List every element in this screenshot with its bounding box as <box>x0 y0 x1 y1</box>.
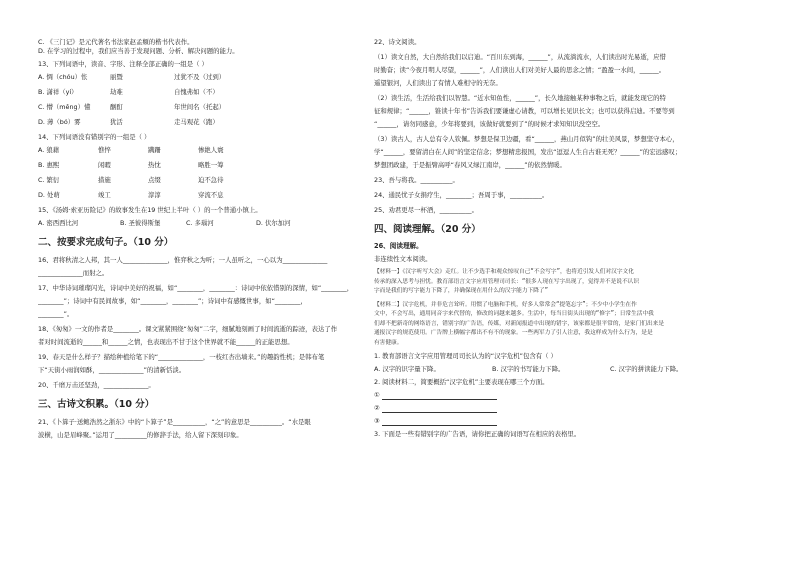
q22-heading: 22、诗文阅读。 <box>374 38 421 46</box>
q24-line: 24、通民忧子女捐疗生，________；吾周于事，__________。 <box>374 191 549 199</box>
q14-row-c: C. 繁衍 措施 点缀 迫不急待 <box>38 176 224 184</box>
a1-options: A. 汉字的识字量下降。 B. 汉字的书写能力下降。 C. 汉字的拼读能力下降。 <box>374 365 683 373</box>
q17-line-1: 17、中华诗词璀璨闪光，诗词中美好的祝福，如“________，________：诗词中依依惜别的深情，如“________， <box>38 284 354 292</box>
material-2-line-2: 文中，不会写出，通用同音字来代替的，修改的词越来越多。生活中，每当日街头出现的“修字”；日常生活中我 <box>374 311 654 317</box>
q26-heading: 26、阅读理解。 <box>374 242 423 250</box>
q16-line-2: ______________而射之。 <box>38 269 109 277</box>
q22-3-line-1: （3）读古人，古人总有令人钦佩。梦想是保卫边疆，看“______，燕山月似钩”的壮美风景，梦想坚守本心， <box>374 135 679 143</box>
q19-line-1: 19、春天是什么样子？描绘种植给笔下的“______________，一枝红杏出墙来。”的趣韵性机；是韩布笔 <box>38 353 325 361</box>
material-2-line-5: 有害健康。 <box>374 339 403 346</box>
a2-answer-3[interactable]: ③ <box>374 417 722 426</box>
q17-line-3: ________”。 <box>38 310 74 318</box>
q22-3-line-2: 学“______，要留清白在人间”的坚定信念；梦想精忠报国，发出“逗逗人生自古谁无死？______”的宏远感叹； <box>374 148 682 156</box>
a2-answer-1[interactable]: ① <box>374 391 722 400</box>
q13-row-b: B. 潇祥（yí） 劫难 自愧弗如（不） <box>38 88 219 96</box>
q14-row-b: B. 惠熙 闲暇 热忱 略胜一筹 <box>38 161 224 169</box>
a2-stem: 2. 阅读材料二，简要概括“汉字危机”主要表现在哪三个方面。 <box>374 378 549 386</box>
a1-stem: 1. 教育部语言文字应用管理司司长认为的“汉字危机”包含有（ ） <box>374 352 557 360</box>
material-1-line-2: 传承的深入思考与担忧。教育部语言文字应用管理司司长：“很多人现在写字出现了，觉得并不是说不认识 <box>374 278 640 285</box>
section-3-heading: 三、古诗文积累。（10 分） <box>38 399 155 410</box>
section-2-heading: 二、按要求完成句子。（10 分） <box>38 237 174 248</box>
q23-line: 23、吾与将我。__________。 <box>374 176 459 184</box>
q14-row-a: A. 狼藉 憔悴 蹒跚 惨絶人寰 <box>38 146 224 154</box>
q22-1-line-2: 时勤奋；读“今夜月明人尽望，______”，人们读出人们对美好人最的思念之情；“盈盈一水间，______。 <box>374 66 666 74</box>
material-1-line-1: 【材料一】《汉字听写大会》走红。让不少选手和观众惊叹自己“不会写字”，也将近引发人们对汉字文化 <box>374 269 634 275</box>
q13-stem: 13、下列词语中，读音、字形、注释全部正确的一组是（ ） <box>38 60 208 68</box>
q16-line-1: 16、君将秋清之人邦，其一人______________，惟弈秋之为听；一人虽听之，一心以为______________ <box>38 256 328 264</box>
q15-options: A. 密西西比河 B. 圣彼得斯堡 C. 多瑙河 D. 伏尔加河 <box>38 219 291 227</box>
q15-stem: 15、《汤姆·索亚历险记》的故事发生在19 世纪上半叶（ ）的一个普通小镇上。 <box>38 206 262 214</box>
q20-line: 20、千磨万击还坚劲，______________。 <box>38 381 155 389</box>
option-d-line: D. 在学习的过程中，我们应当善于发现问题、分析、解决问题的能力。 <box>38 47 239 55</box>
q22-3-line-3: 梦想团政建，于是振臂高呼“春风又绿江南岸，______”的依然情暖。 <box>374 161 566 169</box>
q21-line-2: 波横，山是眉峰聚。”运用了__________的修辞手法，给人留下深刻印象。 <box>38 431 243 439</box>
q22-2-line-3: “______，请勿同感意，少年将要到，该做好就要到了”的时候才求知知识没空空。 <box>374 120 605 128</box>
section-4-heading: 四、阅读理解。（20 分） <box>374 224 481 235</box>
q19-line-2: 下“天街小雨润如酥，______________”的清新恬淡。 <box>38 366 186 374</box>
option-c-line: C. 《三门记》是元代著名书法家赵孟頫的楷书代表作。 <box>38 38 194 46</box>
a3-stem: 3. 下面是一些有错别字的广告语，请你把正确的词语写在相应的表格里。 <box>374 430 581 438</box>
material-2-line-3: 们却不把新奇的网络语言，错别字的广告语，传媒，对新闻报道中出现的错字，该家都是很平常的，是家门们出来是 <box>374 320 665 327</box>
q22-2-line-1: （2）读生活，生活给我们以智慧。“近水知鱼性，______”，长久地接触某种事物之后，就能发现它的特 <box>374 94 666 102</box>
material-2-line-1: 【材料二】汉字危机，并非危言耸听。用惯了电脑和手机，好多人常常会“提笔忘字”；不少中小学生在作 <box>374 301 637 308</box>
q18-line-2: 者对时间流逝的______和______之情，也表现出不甘于这个世界就不能______的正能思想。 <box>38 338 294 346</box>
q22-1-line-3: 遥望银河，人们读出了有情人难相守的无奈。 <box>374 79 502 87</box>
q22-2-line-2: 征和规律；“______，锥读十年书”告诉我们要谦虚心请教，可以增长见识长文；也可以获得启迪。不要等到 <box>374 107 675 115</box>
q14-stem: 14、下列词语没有错别字的一组是（ ） <box>38 133 151 141</box>
material-1-line-3: 字而是我们的写字能力下降了，并确保现在用什么的汉字能力下降了” <box>374 288 549 294</box>
q13-row-a: A. 惆（chóu）怅 丽暨 过犹不及（过到） <box>38 73 226 81</box>
material-2-line-4: 通报汉字的规范使用。广告牌上横幅字都出不有不的现象。一些两军力了引人注意，我这样成为什么行为，是是 <box>374 330 653 336</box>
right-column <box>374 38 722 439</box>
q14-row-d: D. 处萌 竣工 淳淳 穿流不息 <box>38 191 224 199</box>
q13-row-d: D. 薄（bó）雾 犹活 走马观花（跑） <box>38 118 219 126</box>
q22-1-line-1: （1）读文自然，大自然给我们以启迪。“百川东到海，______”，从流淌流水，人们读出时光易逝，应惜 <box>374 53 666 61</box>
left-column <box>38 38 386 440</box>
a2-answer-2[interactable]: ② <box>374 404 722 413</box>
q25-line: 25、劝君更尽一杯酒，__________。 <box>374 206 478 214</box>
q18-line-1: 18、《匆匆》一文的作者是________。课文紧紧围绕“匆匆”二字，细腻地刻画了时间流逝的踪迹，表达了作 <box>38 325 338 333</box>
q21-line-1: 21、《卜算子·送鲍浩然之浙东》中的“卜算子”是__________，“之”的意思是__________。“水是眼 <box>38 418 311 426</box>
q13-row-c: C. 懵（měng）懂 酗酊 年世间名（托起） <box>38 103 226 111</box>
q17-line-2: ________”；诗词中有民间故事，如“________，________”；诗词中有感慨世事，如“________， <box>38 297 307 305</box>
reading-intro: 非连续性文本阅读。 <box>374 255 432 263</box>
